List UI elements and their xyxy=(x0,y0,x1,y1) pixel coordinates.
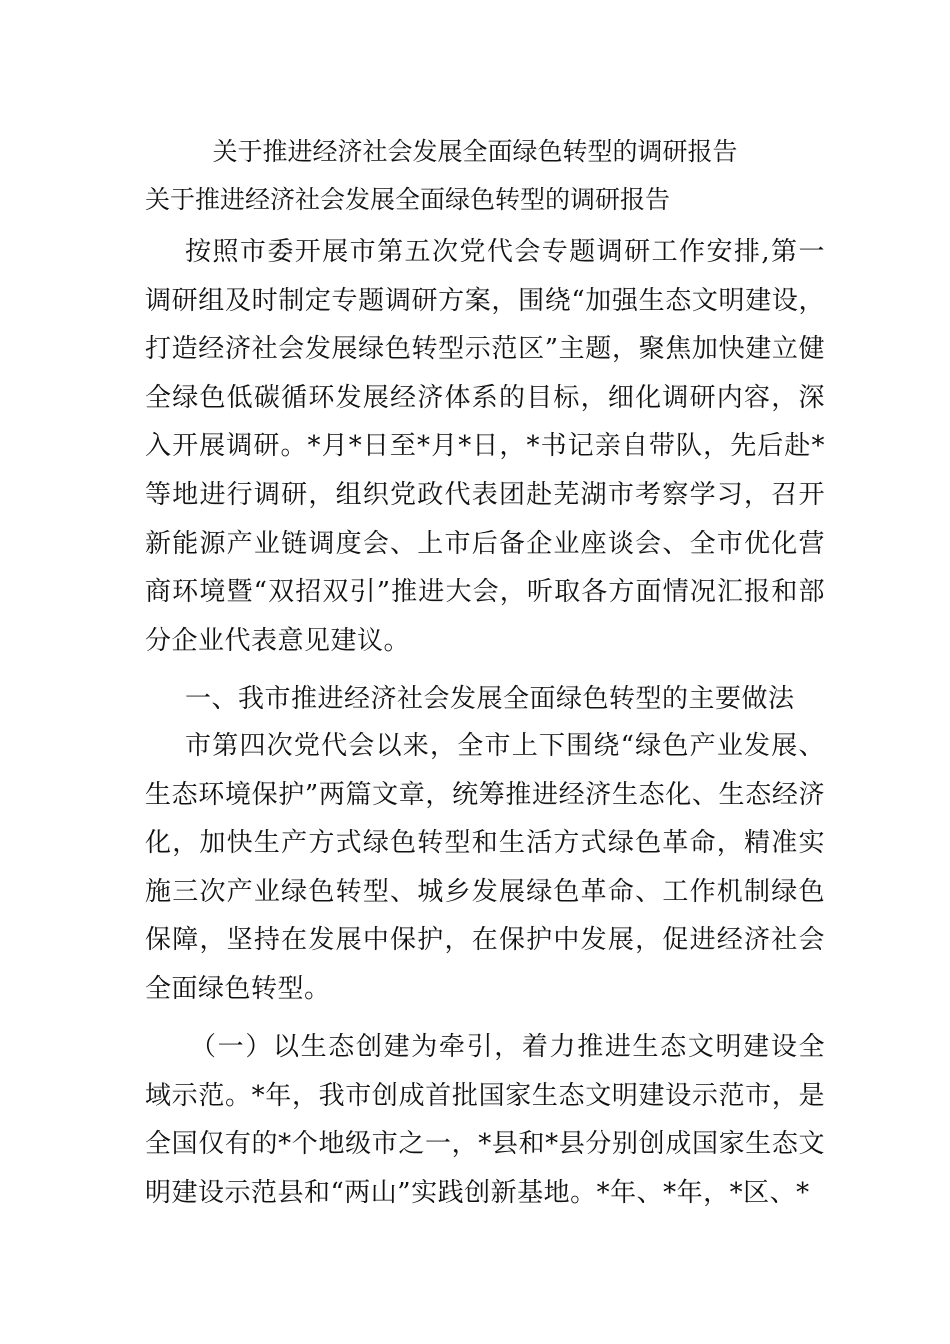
paragraph-subsection-1: （一）以生态创建为牵引，着力推进生态文明建设全域示范。*年，我市创成首批国家生态文明建设示范市，是全国仅有的*个地级市之一，*县和*县分别创成国家生态文明建设示范县和“两山”实践创新基地。*年、*年，*区、* xyxy=(145,1032,825,1208)
document-title-left: 关于推进经济社会发展全面绿色转型的调研报告 xyxy=(145,185,671,214)
paragraph-intro: 按照市委开展市第五次党代会专题调研工作安排,第一调研组及时制定专题调研方案，围绕“加强生态文明建设，打造经济社会发展绿色转型示范区”主题，聚焦加快建立健全绿色低碳循环发展经济体系的目标，细化调研内容，深入开展调研。*月*日至*月*日，*书记亲自带队，先后赴*等地进行调研，组织党政代表团赴芜湖市考察学习，召开新能源产业链调度会、上市后备企业座谈会、全市优化营商环境暨“双招双引”推进大会，听取各方面情况汇报和部分企业代表意见建议。 xyxy=(145,237,825,656)
paragraph-section-1: 市第四次党代会以来，全市上下围绕“绿色产业发展、生态环境保护”两篇文章，统筹推进经济生态化、生态经济化，加快生产方式绿色转型和生活方式绿色革命，精准实施三次产业绿色转型、城乡发展绿色革命、工作机制绿色保障，坚持在发展中保护，在保护中发展，促进经济社会全面绿色转型。 xyxy=(145,731,825,1004)
document-title-centered: 关于推进经济社会发展全面绿色转型的调研报告 xyxy=(212,137,738,166)
section-heading-1: 一、我市推进经济社会发展全面绿色转型的主要做法 xyxy=(185,684,795,714)
